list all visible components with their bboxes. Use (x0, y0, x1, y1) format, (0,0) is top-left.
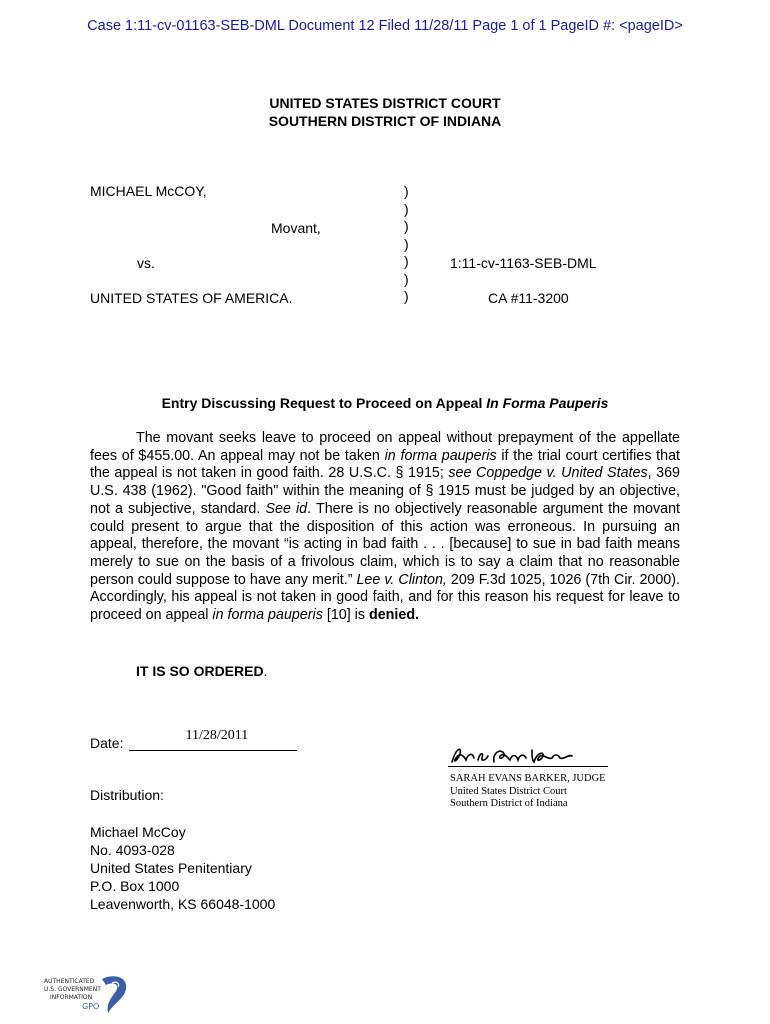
plaintiff-name: MICHAEL McCOY, (90, 183, 207, 199)
gpo-text-line: U.S. GOVERNMENT (44, 986, 101, 993)
defendant-name: UNITED STATES OF AMERICA. (90, 290, 293, 306)
judge-name: SARAH EVANS BARKER, JUDGE (450, 773, 606, 784)
body-text-run: 209 F.3d 1025, 1026 (7th Cir. 2000). Accordingly, his appeal is not taken in good faith, and for this reason his request for leave to proceed on appeal (90, 571, 680, 624)
paren: ) (404, 218, 409, 234)
ecf-header-stamp: Case 1:11-cv-01163-SEB-DML Document 12 Filed 11/28/11 Page 1 of 1 PageID #: <pageID> (87, 18, 683, 34)
citation-italic: in forma pauperis (384, 447, 497, 464)
entry-title-italic: In Forma Pauperis (486, 395, 609, 411)
gpo-mark: GPO (82, 1002, 100, 1011)
gpo-authentication-seal (42, 973, 134, 1019)
paren: ) (404, 183, 409, 199)
citation-italic: Lee v. Clinton, (356, 571, 447, 588)
court-name: UNITED STATES DISTRICT COURT (269, 95, 501, 111)
address-line: P.O. Box 1000 (90, 878, 180, 894)
paren: ) (404, 270, 409, 287)
order-statement (136, 663, 267, 679)
judge-block (450, 773, 606, 811)
address-line: United States Penitentiary (90, 860, 252, 876)
citation-italic: see Coppedge v. United States (448, 465, 648, 482)
case-number: 1:11-cv-1163-SEB-DML (450, 255, 597, 271)
paren: ) (404, 200, 409, 217)
entry-title (0, 395, 770, 411)
date-label: Date: (90, 735, 124, 751)
gpo-eagle-icon (42, 973, 134, 1019)
judge-signature (448, 744, 608, 773)
entry-title-text: Entry Discussing Request to Proceed on Appeal (161, 395, 487, 411)
signature-scribble (448, 744, 578, 768)
citation-italic: See id (265, 500, 308, 517)
date-value: 11/28/2011 (185, 728, 249, 743)
plaintiff-role: Movant, (271, 220, 321, 236)
body-text-run: if the trial court certifies that the appeal is not taken in good faith. 28 U.S.C. § 1915; (90, 447, 680, 482)
signature-line (448, 766, 608, 767)
date-line (129, 728, 297, 751)
paren: ) (404, 253, 409, 269)
distribution-label: Distribution: (90, 787, 164, 803)
court-district: SOUTHERN DISTRICT OF INDIANA (268, 113, 502, 129)
gpo-text-line: AUTHENTICATED (44, 978, 95, 985)
judge-court: United States District Court (450, 785, 567, 797)
ruling-bold: denied. (368, 607, 420, 624)
body-text-run: [10] is (322, 607, 369, 624)
caption-bracket (404, 183, 409, 306)
address-line: Leavenworth, KS 66048-1000 (90, 896, 276, 912)
paren: ) (404, 288, 409, 304)
paren: ) (404, 235, 409, 252)
body-text-run: The movant seeks leave to proceed on appeal without prepayment of the appellate fees of $455.00. An appeal may not be taken (90, 430, 680, 464)
citation-italic: in forma pauperis (212, 607, 323, 624)
order-period: . (263, 663, 268, 679)
versus-label: vs. (137, 255, 155, 271)
order-text: IT IS SO ORDERED (136, 663, 264, 679)
distribution-address (90, 823, 275, 913)
gpo-text-line: INFORMATION (50, 994, 93, 1001)
address-line: No. 4093-028 (90, 842, 175, 858)
date-block (90, 728, 297, 751)
address-line: Michael McCoy (90, 824, 186, 840)
court-heading (0, 94, 770, 130)
body-paragraph (90, 430, 680, 625)
appeal-number: CA #11-3200 (488, 290, 569, 306)
body-text-run: . There is no objectively reasonable argument the movant could present to argue that the disposition of this action was erroneous. In pursuing an appeal, therefore, the movant “is acting in bad faith . . . [because] to sue in bad faith means merely to sue on the basis of a frivolous claim, which is to say a claim that no reasonable person could suppose to have any merit.” (90, 500, 680, 588)
body-text-run: , 369 U.S. 438 (1962). "Good faith" within the meaning of § 1915 must be judged by an objective, not a subjective, standard. (90, 465, 680, 517)
judge-district: Southern District of Indiana (450, 798, 568, 809)
entry-body (90, 430, 680, 625)
